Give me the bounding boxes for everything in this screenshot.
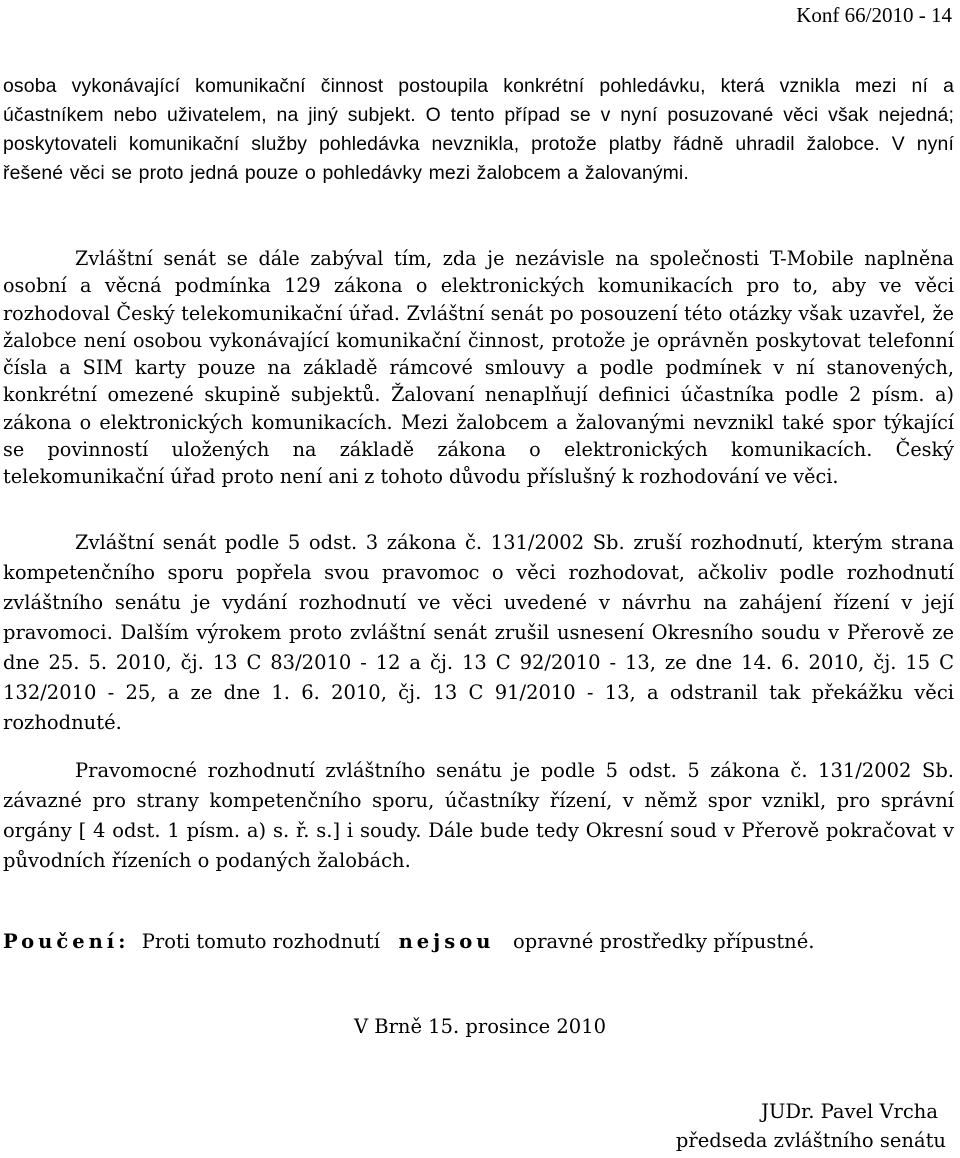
place-and-date-text: V Brně 15. prosince 2010 xyxy=(353,1015,607,1038)
paragraph-2 xyxy=(3,245,954,491)
signatory-name: JUDr. Pavel Vrcha xyxy=(761,1100,938,1123)
instruction-emphasis: nejsou xyxy=(398,930,495,953)
signature-block xyxy=(676,1097,946,1155)
paragraph-2-text: Zvláštní senát se dále zabýval tím, zda je nezávisle na společnosti T-Mobile naplněna osobní a věcná podmínka 129 zákona o elektronických komunikacích pro to, aby ve věci rozhodoval Český telekomunikační úřad. Zvláštní senát po posouzení této otázky však uzavřel, že žalobce není osobou vykonávající komunikační činnost, protože je oprávněn poskytovat telefonní čísla a SIM karty pouze na základě rámcové smlouvy a podle podmínek v ní stanovených, konkrétní omezené skupině subjektů. Žalovaní nenaplňují definici účastníka podle 2 písm. a) zákona o elektronických komunikacích. Mezi žalobcem a žalovanými nevznikl také spor týkající se povinností uložených na základě zákona o elektronických komunikacích. Český telekomunikační úřad proto není ani z tohoto důvodu příslušný k rozhodování ve věci. xyxy=(3,247,954,489)
instruction-text-before: Proti tomuto rozhodnutí xyxy=(141,930,380,953)
paragraph-1: osoba vykonávající komunikační činnost postoupila konkrétní pohledávku, která vznikla mezi ní a účastníkem nebo uživatelem, na jiný subjekt. O tento případ se v nyní posuzované věci však nejedná; poskytovateli komunikační služby pohledávka nevznikla, protože platby řádně uhradil žalobce. V nyní řešené věci se proto jedná pouze o pohledávky mezi žalobcem a žalovanými. xyxy=(3,75,954,184)
place-and-date xyxy=(0,1013,960,1041)
instruction-label: Poučení: xyxy=(3,930,130,953)
legal-instruction xyxy=(3,928,814,956)
paragraph-4-text: Pravomocné rozhodnutí zvláštního senátu je podle 5 odst. 5 zákona č. 131/2002 Sb. závazné pro strany kompetenčního sporu, účastníky řízení, v němž spor vznikl, pro správní orgány [ 4 odst. 1 písm. a) s. ř. s.] i soudy. Dále bude tedy Okresní soud v Přerově pokračovat v původních řízeních o podaných žalobách. xyxy=(3,759,954,872)
paragraph-3-text: Zvláštní senát podle 5 odst. 3 zákona č. 131/2002 Sb. zruší rozhodnutí, kterým strana kompetenčního sporu popřela svou pravomoc o věci rozhodovat, ačkoliv podle rozhodnutí zvláštního senátu je vydání rozhodnutí ve věci uvedené v návrhu na zahájení řízení v její pravomoci. Dalším výrokem proto zvláštní senát zrušil usnesení Okresního soudu v Přerově ze dne 25. 5. 2010, čj. 13 C 83/2010 - 12 a čj. 13 C 92/2010 - 13, ze dne 14. 6. 2010, čj. 15 C 132/2010 - 25, a ze dne 1. 6. 2010, čj. 13 C 91/2010 - 13, a odstranil tak překážku věci rozhodnuté. xyxy=(3,531,954,734)
page-reference: Konf 66/2010 - 14 xyxy=(796,3,952,27)
paragraph-4 xyxy=(3,756,954,876)
signatory-role: předseda zvláštního senátu xyxy=(675,1129,946,1152)
instruction-text-after: opravné prostředky přípustné. xyxy=(513,930,815,953)
paragraph-3 xyxy=(3,528,954,738)
